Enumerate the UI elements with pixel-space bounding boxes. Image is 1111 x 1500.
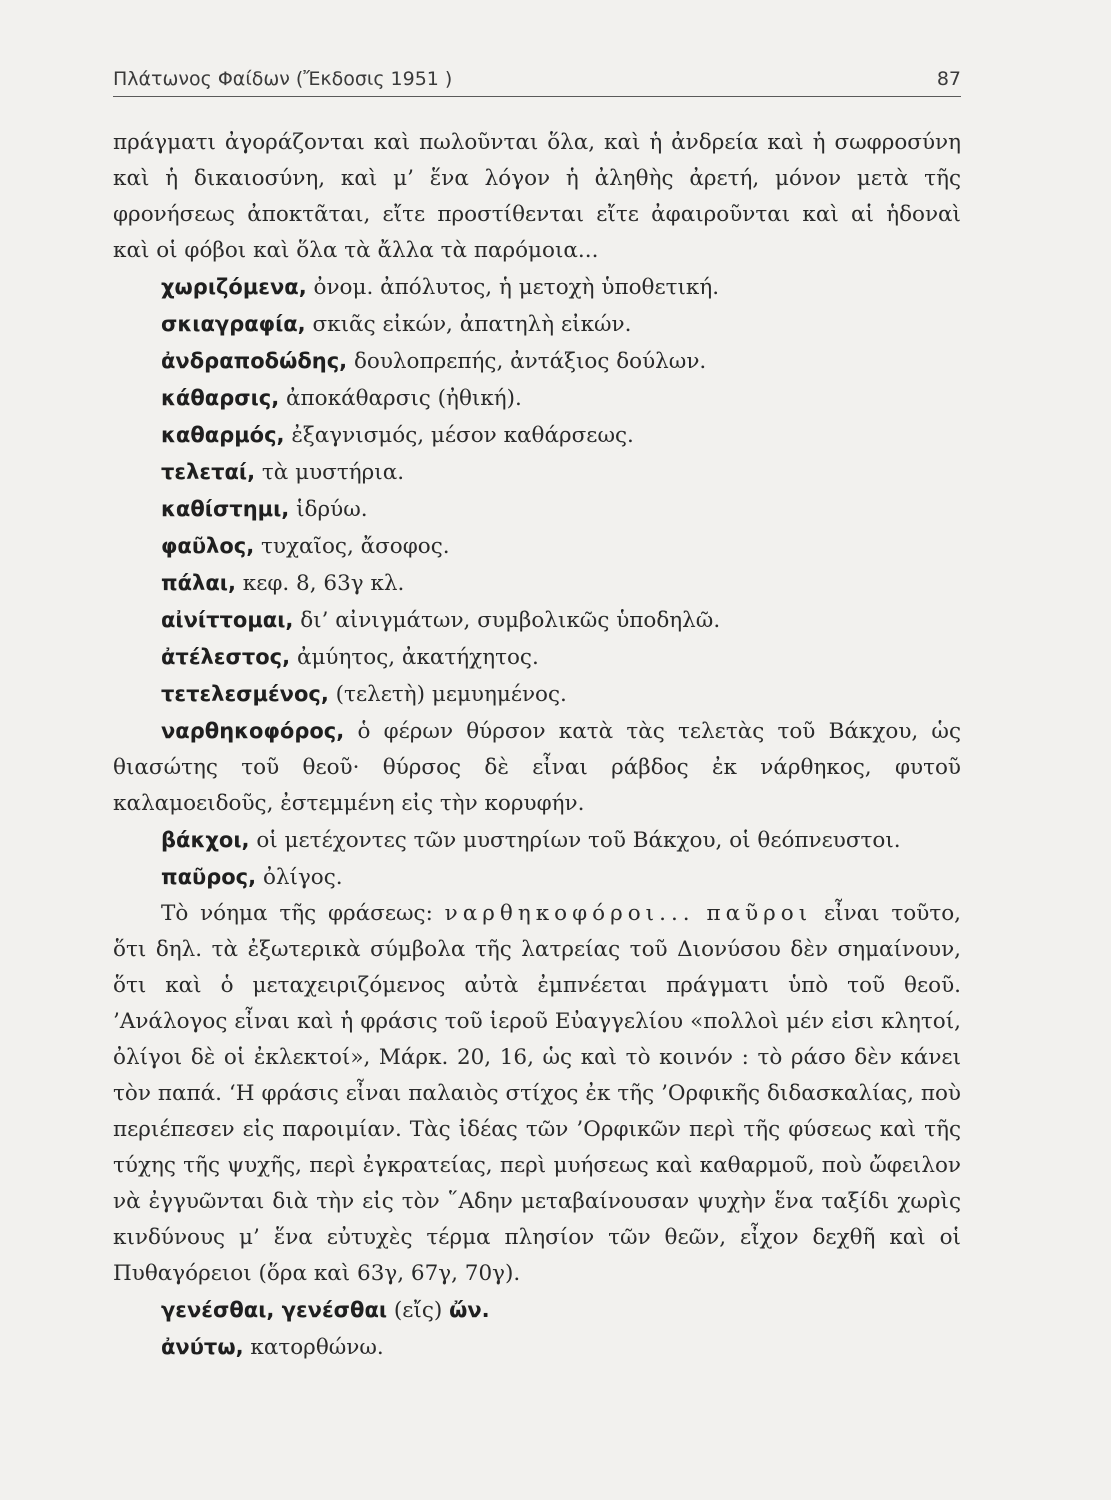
glossary-entry <box>113 269 961 306</box>
glossary-definition: τυχαῖος, ἄσοφος. <box>254 534 450 559</box>
intro-paragraph: πράγματι ἀγοράζονται καὶ πωλοῦνται ὅλα, καὶ ἡ ἀνδρεία καὶ ἡ σωφροσύνη καὶ ἡ δικαιοσύνη, καὶ μ’ ἕνα λόγον ἡ ἀληθὴς ἀρετή, μόνον μετὰ τῆς φρονήσεως ἀποκτᾶται, εἴτε προστίθενται εἴτε ἀφαιροῦνται καὶ αἱ ἡδοναὶ καὶ οἱ φόβοι καὶ ὅλα τὰ ἄλλα τὰ παρόμοια... <box>113 130 961 263</box>
glossary-term: βάκχοι, <box>161 828 250 852</box>
glossary-entry <box>113 602 961 639</box>
glossary-definition: ἀμύητος, ἀκατήχητος. <box>290 645 539 670</box>
glossary-entry <box>113 859 961 896</box>
glossary-term: τελεταί, <box>161 460 256 484</box>
glossary-term: τετελεσμένος, <box>161 682 329 706</box>
glossary-term: ὤν. <box>449 1298 490 1322</box>
glossary-term: γενέσθαι, γενέσθαι <box>161 1298 388 1322</box>
glossary-term: ναρθηκοφόρος, <box>161 719 345 743</box>
commentary-quote-1: ναρθηκοφόροι... <box>444 901 695 926</box>
glossary-entry-final-1 <box>113 1292 961 1329</box>
glossary-definition: ὀνομ. ἀπόλυτος, ἡ μετοχὴ ὑποθετική. <box>306 275 720 300</box>
glossary-entry <box>113 528 961 565</box>
glossary-entry <box>113 343 961 380</box>
glossary-term: ἀνύτω, <box>161 1335 244 1359</box>
glossary-definition: (τελετὴ) μεμυημένος. <box>328 682 567 707</box>
glossary-list <box>113 269 961 896</box>
glossary-term: φαῦλος, <box>161 534 255 558</box>
glossary-definition: ὀλίγος. <box>256 865 343 890</box>
glossary-entry <box>113 380 961 417</box>
glossary-entry <box>113 306 961 343</box>
glossary-definition: κεφ. 8, 63γ κλ. <box>235 571 405 596</box>
glossary-definition: κατορθώνω. <box>243 1335 384 1360</box>
glossary-definition: ἐξαγνισμός, μέσον καθάρσεως. <box>284 423 634 448</box>
glossary-entry <box>113 639 961 676</box>
glossary-definition: ὁ φέρων θύρσον κατὰ τὰς τελετὰς τοῦ Βάκχου, ὡς θιασώτης τοῦ θεοῦ· θύρσος δὲ εἶναι ράβδος ἐκ νάρθηκος, φυτοῦ καλαμοειδοῦς, ἐστεμμένη εἰς τὴν κορυφήν. <box>113 719 961 816</box>
glossary-entry <box>113 491 961 528</box>
glossary-entry <box>113 454 961 491</box>
running-header <box>113 68 961 97</box>
glossary-term: παῦρος, <box>161 865 257 889</box>
glossary-parenthetical: (εἴς) <box>387 1298 450 1323</box>
glossary-entry <box>113 676 961 713</box>
glossary-definition: δι’ αἰνιγμάτων, συμβολικῶς ὑποδηλῶ. <box>293 608 721 633</box>
glossary-entry-final-2 <box>113 1329 961 1366</box>
commentary-lead: Τὸ νόημα τῆς φράσεως: <box>161 901 445 926</box>
glossary-entry <box>113 565 961 602</box>
glossary-term: ἀνδραποδώδης, <box>161 349 348 373</box>
glossary-definition: δουλοπρεπής, ἀντάξιος δούλων. <box>347 349 707 374</box>
glossary-definition: ἱδρύω. <box>289 497 368 522</box>
glossary-term: κάθαρσις, <box>161 386 280 410</box>
glossary-term: ἀτέλεστος, <box>161 645 291 669</box>
glossary-entry <box>113 417 961 454</box>
glossary-term: πάλαι, <box>161 571 236 595</box>
glossary-definition: οἱ μετέχοντες τῶν μυστηρίων τοῦ Βάκχου, οἱ θεόπνευστοι. <box>249 828 901 853</box>
glossary-term: σκιαγραφία, <box>161 312 306 336</box>
glossary-entry <box>113 822 961 859</box>
commentary-quote-2: παῦροι <box>706 901 813 926</box>
glossary-entry <box>113 713 961 822</box>
running-title: Πλάτωνος Φαίδων (Ἔκδοσις 1951 ) <box>113 68 453 90</box>
glossary-term: καθαρμός, <box>161 423 285 447</box>
glossary-definition: ἀποκάθαρσις (ἠθική). <box>279 386 522 411</box>
glossary-term: αἰνίττομαι, <box>161 608 294 632</box>
page-body <box>113 125 961 1366</box>
glossary-definition: τὰ μυστήρια. <box>255 460 405 485</box>
glossary-definition: σκιᾶς εἰκών, ἀπατηλὴ εἰκών. <box>305 312 632 337</box>
glossary-term: καθίστημι, <box>161 497 290 521</box>
commentary-paragraph <box>113 896 961 1292</box>
commentary-text: εἶναι τοῦτο, ὅτι δηλ. τὰ ἐξωτερικὰ σύμβολα τῆς λατρείας τοῦ Διονύσου δὲν σημαίνουν, ὅτι καὶ ὁ μεταχειριζόμενος αὐτὰ ἐμπνέεται πράγματι ὑπὸ τοῦ θεοῦ. ’Ανάλογος εἶναι καὶ ἡ φράσις τοῦ ἱεροῦ Εὐαγγελίου «πολλοὶ μέν εἰσι κλητοί, ὀλίγοι δὲ οἱ ἐκλεκτοί», Μάρκ. 20, 16, ὡς καὶ τὸ κοινόν : τὸ ράσο δὲν κάνει τὸν παπά. ‘Η φράσις εἶναι παλαιὸς στίχος ἐκ τῆς ’Ορφικῆς διδασκαλίας, ποὺ περιέπεσεν εἰς παροιμίαν. Τὰς ἰδέας τῶν ’Ορφικῶν περὶ τῆς φύσεως καὶ τῆς τύχης τῆς ψυχῆς, περὶ ἐγκρατείας, περὶ μυήσεως καὶ καθαρμοῦ, ποὺ ὤφειλον νὰ ἐγγυῶνται διὰ τὴν εἰς τὸν ῞Αδην μεταβαίνουσαν ψυχὴν ἕνα ταξίδι χωρὶς κινδύνους μ’ ἕνα εὐτυχὲς τέρμα πλησίον τῶν θεῶν, εἶχον δεχθῆ καὶ οἱ Πυθαγόρειοι (ὅρα καὶ 63γ, 67γ, 70γ). <box>113 901 961 1286</box>
book-page <box>113 68 961 1366</box>
glossary-term: χωριζόμενα, <box>161 275 307 299</box>
page-number: 87 <box>936 68 961 90</box>
